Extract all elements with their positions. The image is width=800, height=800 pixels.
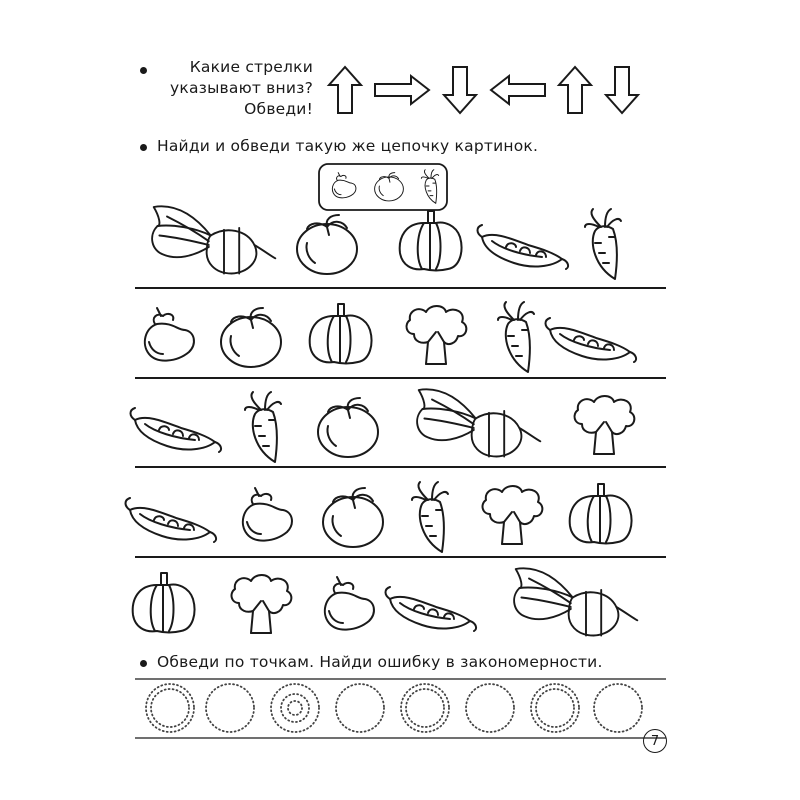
dotted-circle[interactable] (271, 684, 319, 732)
dotted-circle[interactable] (531, 684, 579, 732)
task1-line3: Обведи! (244, 100, 313, 118)
dotted-circle[interactable] (336, 684, 384, 732)
dotted-circle[interactable] (594, 684, 642, 732)
page-number: 7 (650, 733, 660, 749)
dotted-circle[interactable] (466, 684, 514, 732)
page-number-badge (643, 729, 667, 753)
task1-line1: Какие стрелки (189, 58, 313, 76)
task3-text: Обведи по точкам. Найди ошибку в закономерности. (157, 653, 603, 671)
task1-line2: указывают вниз? (170, 79, 313, 97)
task2-text: Найди и обведи такую же цепочку картинок. (157, 137, 539, 155)
dotted-circle[interactable] (401, 684, 449, 732)
dotted-circle[interactable] (206, 684, 254, 732)
dotted-circle[interactable] (146, 684, 194, 732)
